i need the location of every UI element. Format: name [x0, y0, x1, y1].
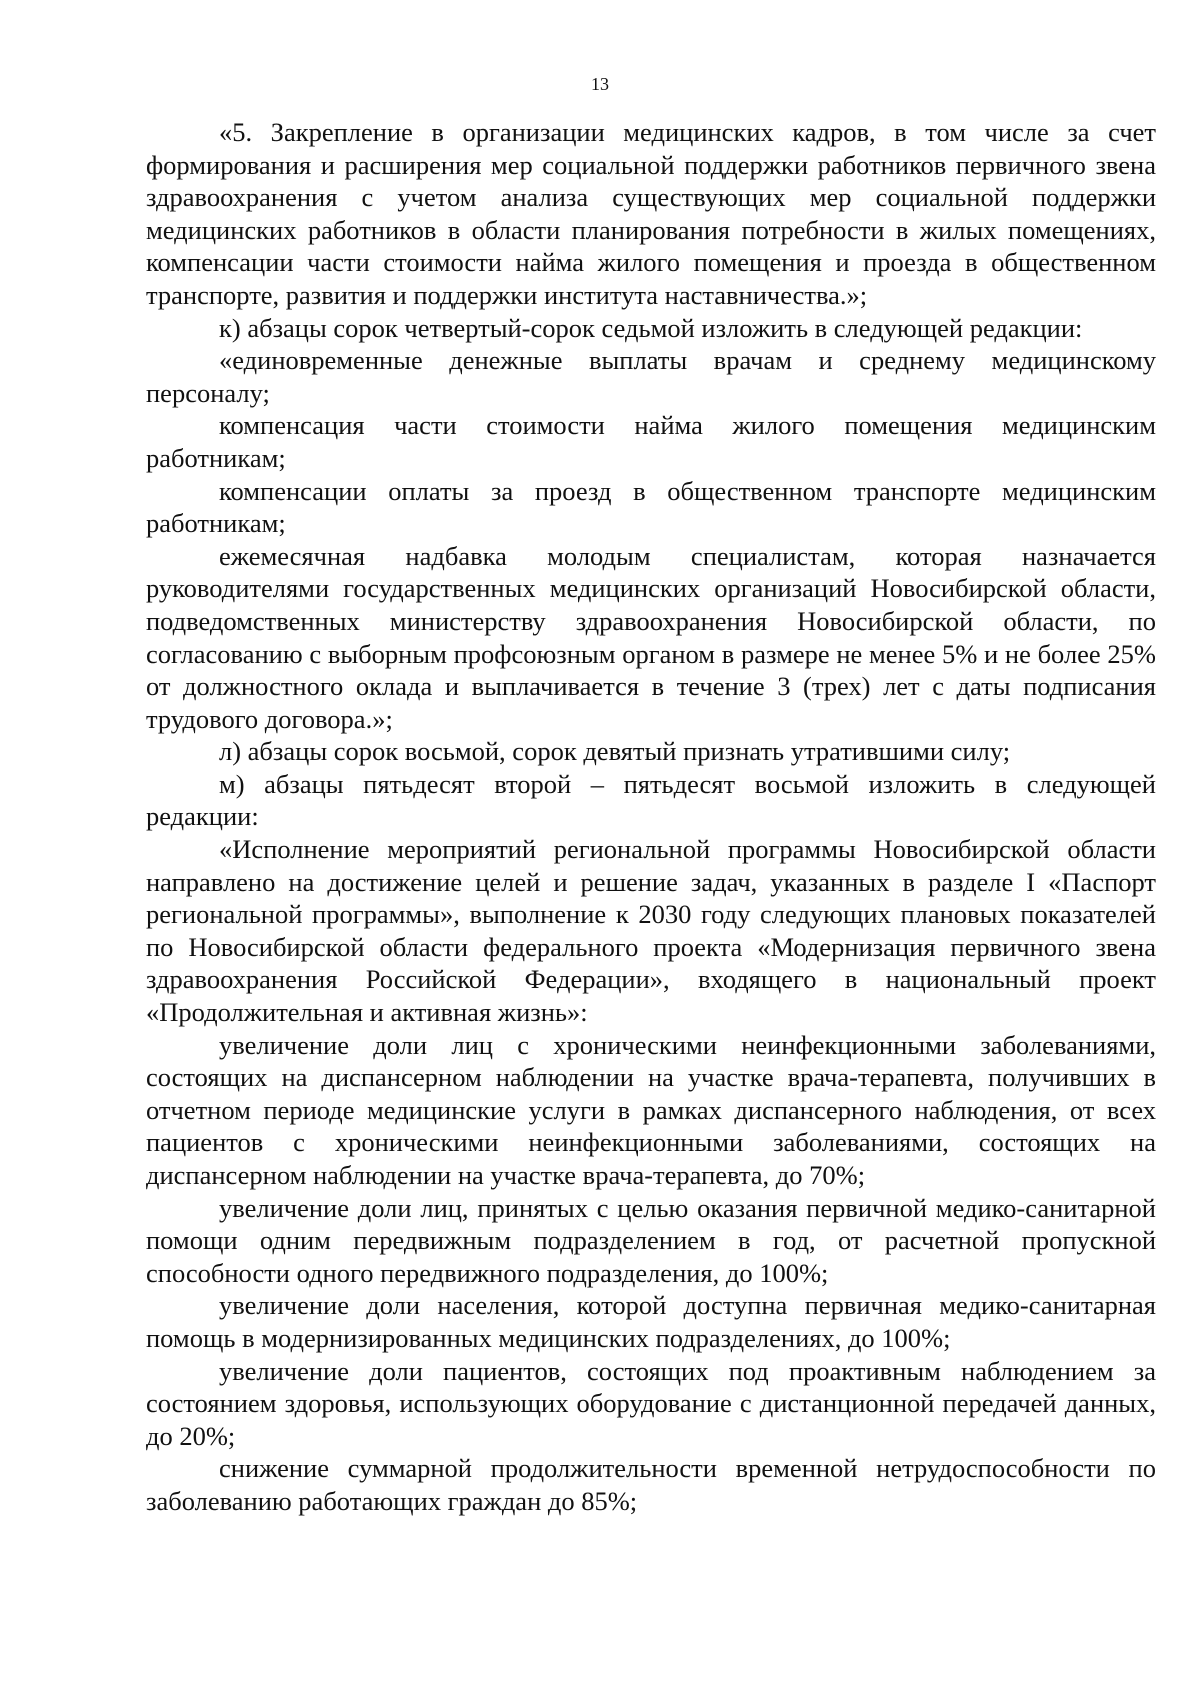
paragraph-one-time-payments: «единовременные денежные выплаты врачам и среднему медицинскому персоналу; [146, 345, 1156, 408]
document-body [146, 116, 1156, 1518]
paragraph-program-execution: «Исполнение мероприятий региональной программы Новосибирской области направлено на достижение целей и решение задач, указанных в разделе I «Паспорт региональной программы», выполнение к 2030 году следующих плановых показателей по Новосибирской области федерального проекта «Модернизация первичного звена здравоохранения Российской Федерации», входящего в национальный проект «Продолжительная и активная жизнь»: [146, 834, 1156, 1028]
paragraph-l: л) абзацы сорок восьмой, сорок девятый признать утратившими силу; [219, 736, 1011, 767]
paragraph-indicator-mobile-units: увеличение доли лиц, принятых с целью оказания первичной медико-санитарной помощи одним передвижным подразделением в год, от расчетной пропускной способности одного передвижного подразделения, до 100%; [146, 1192, 1156, 1288]
page-number: 13 [591, 74, 609, 94]
paragraph-k: к) абзацы сорок четвертый-сорок седьмой изложить в следующей редакции: [219, 312, 1083, 343]
paragraph-housing-compensation: компенсация части стоимости найма жилого помещения медицинским работникам; [146, 410, 1156, 473]
paragraph-indicator-remote-monitoring: увеличение доли пациентов, состоящих под проактивным наблюдением за состоянием здоровья, использующих оборудование с дистанционной передачей данных, до 20%; [146, 1355, 1156, 1451]
paragraph-m: м) абзацы пятьдесят второй – пятьдесят восьмой изложить в следующей редакции: [146, 768, 1156, 832]
paragraph-indicator-population-access: увеличение доли населения, которой доступна первичная медико-санитарная помощь в модернизированных медицинских подразделениях, до 100%; [146, 1290, 1156, 1353]
paragraph-transport-compensation: компенсации оплаты за проезд в общественном транспорте медицинским работникам; [146, 475, 1156, 539]
paragraph-indicator-disability-reduction: снижение суммарной продолжительности временной нетрудоспособности по заболеванию работающих граждан до 85%; [146, 1453, 1156, 1516]
paragraph-indicator-dispensary: увеличение доли лиц с хроническими неинфекционными заболеваниями, состоящих на диспансерном наблюдении на участке врача-терапевта, получивших в отчетном периоде медицинские услуги в рамках диспансерного наблюдения, от всех пациентов с хроническими неинфекционными заболеваниями, состоящих на диспансерном наблюдении на участке врача-терапевта, до 70%; [146, 1029, 1156, 1190]
paragraph-item-5: «5. Закрепление в организации медицинских кадров, в том числе за счет формирования и расширения мер социальной поддержки работников первичного звена здравоохранения с учетом анализа существующих мер социальной поддержки медицинских работников в области планирования потребности в жилых помещениях, компенсации части стоимости найма жилого помещения и проезда в общественном транспорте, развития и поддержки института наставничества.»; [146, 117, 1156, 310]
paragraph-young-specialists-bonus: ежемесячная надбавка молодым специалистам, которая назначается руководителями государственных медицинских организаций Новосибирской области, подведомственных министерству здравоохранения Новосибирской области, по согласованию с выборным профсоюзным органом в размере не менее 5% и не более 25% от должностного оклада и выплачивается в течение 3 (трех) лет с даты подписания трудового договора.»; [146, 540, 1156, 734]
